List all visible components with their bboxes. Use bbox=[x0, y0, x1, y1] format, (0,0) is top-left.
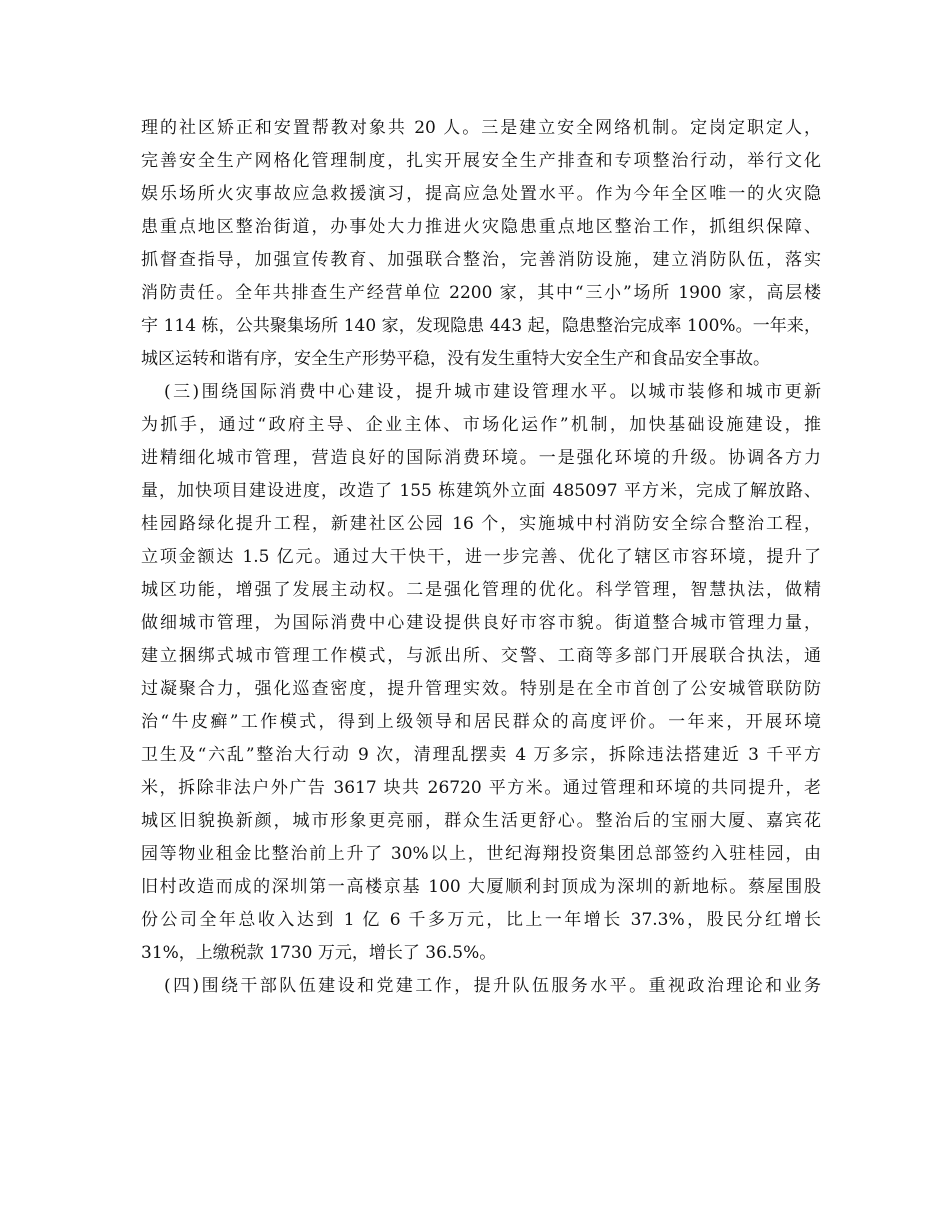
text-line-26: 31%，上缴税款 1730 万元，增长了 36.5%。 bbox=[141, 943, 497, 963]
text-line-20: 卫生及“六乱”整治大行动 9 次，清理乱摆卖 4 万多宗，拆除违法搭建近 3 千平方 bbox=[141, 745, 821, 765]
text-line-3: 娱乐场所火灾事故应急救援演习，提高应急处置水平。作为今年全区唯一的火灾隐 bbox=[141, 184, 821, 204]
text-line-15: 城区功能，增强了发展主动权。二是强化管理的优化。科学管理，智慧执法，做精 bbox=[141, 580, 821, 600]
paragraph-4-heading-line: (四)围绕干部队伍建设和党建工作，提升队伍服务水平。重视政治理论和业务 bbox=[164, 976, 821, 996]
text-line-16: 做细城市管理，为国际消费中心建设提供良好市容市貌。街道整合城市管理力量， bbox=[141, 613, 821, 633]
text-line-2: 完善安全生产网格化管理制度，扎实开展安全生产排查和专项整治行动，举行文化 bbox=[141, 151, 821, 171]
text-line-1: 理的社区矫正和安置帮教对象共 20 人。三是建立安全网络机制。定岗定职定人， bbox=[141, 118, 821, 138]
text-line-24: 旧村改造而成的深圳第一高楼京基 100 大厦顺利封顶成为深圳的新地标。蔡屋围股 bbox=[141, 877, 821, 897]
text-line-7: 宇 114 栋，公共聚集场所 140 家，发现隐患 443 起，隐患整治完成率 100%。一年来， bbox=[141, 316, 821, 336]
text-line-25: 份公司全年总收入达到 1 亿 6 千多万元，比上一年增长 37.3%，股民分红增长 bbox=[141, 910, 821, 930]
text-line-21: 米，拆除非法户外广告 3617 块共 26720 平方米。通过管理和环境的共同提升，老 bbox=[141, 778, 821, 798]
text-line-12: 量，加快项目建设进度，改造了 155 栋建筑外立面 485097 平方米，完成了解放路、 bbox=[141, 481, 821, 501]
text-line-17: 建立捆绑式城市管理工作模式，与派出所、交警、工商等多部门开展联合执法，通 bbox=[141, 646, 821, 666]
text-line-5: 抓督查指导，加强宣传教育、加强联合整治，完善消防设施，建立消防队伍，落实 bbox=[141, 250, 821, 270]
text-line-18: 过凝聚合力，强化巡查密度，提升管理实效。特别是在全市首创了公安城管联防防 bbox=[141, 679, 821, 699]
text-line-19: 治“牛皮癣”工作模式，得到上级领导和居民群众的高度评价。一年来，开展环境 bbox=[141, 712, 821, 732]
text-line-11: 进精细化城市管理，营造良好的国际消费环境。一是强化环境的升级。协调各方力 bbox=[141, 448, 821, 468]
text-line-8: 城区运转和谐有序，安全生产形势平稳，没有发生重特大安全生产和食品安全事故。 bbox=[141, 349, 770, 369]
text-line-4: 患重点地区整治街道，办事处大力推进火灾隐患重点地区整治工作，抓组织保障、 bbox=[141, 217, 821, 237]
text-line-23: 园等物业租金比整治前上升了 30%以上，世纪海翔投资集团总部签约入驻桂园，由 bbox=[141, 844, 821, 864]
paragraph-3-heading-line: (三)围绕国际消费中心建设，提升城市建设管理水平。以城市装修和城市更新 bbox=[164, 382, 821, 402]
text-line-13: 桂园路绿化提升工程，新建社区公园 16 个，实施城中村消防安全综合整治工程， bbox=[141, 514, 821, 534]
text-line-22: 城区旧貌换新颜，城市形象更亮丽，群众生活更舒心。整治后的宝丽大厦、嘉宾花 bbox=[141, 811, 821, 831]
text-line-14: 立项金额达 1.5 亿元。通过大干快干，进一步完善、优化了辖区市容环境，提升了 bbox=[141, 547, 821, 567]
text-line-6: 消防责任。全年共排查生产经营单位 2200 家，其中“三小”场所 1900 家，高层楼 bbox=[141, 283, 821, 303]
text-line-10: 为抓手，通过“政府主导、企业主体、市场化运作”机制，加快基础设施建设，推 bbox=[141, 415, 821, 435]
